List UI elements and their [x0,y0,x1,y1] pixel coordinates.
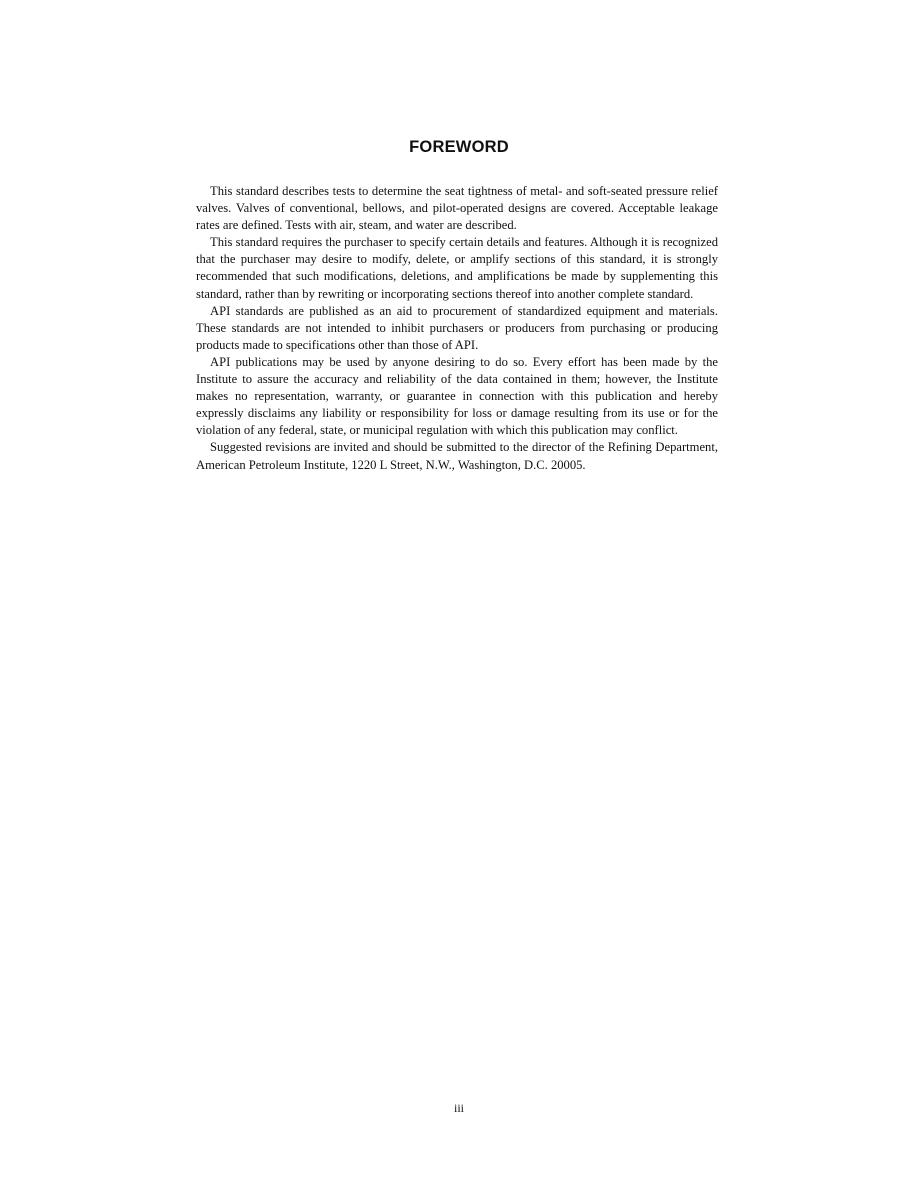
paragraph-api-standards: API standards are published as an aid to procurement of standardized equipment and materials. These standards are not intended to inhibit purchasers or producers from purchasing or producing products made to specifications other than those of API. [196,303,718,352]
foreword-body [196,183,718,474]
paragraph-purchaser-requirements: This standard requires the purchaser to specify certain details and features. Although it is recognized that the purchaser may desire to modify, delete, or amplify sections of this standard, it is strongly recommended that such modifications, deletions, and amplifications be made by supplementing this standard, rather than by rewriting or incorporating sections thereof into another complete standard. [196,235,718,301]
paragraph-suggested-revisions: Suggested revisions are invited and should be submitted to the director of the Refining Department, American Petroleum Institute, 1220 L Street, N.W., Washington, D.C. 20005. [196,440,718,472]
page-title: FOREWORD [409,138,509,156]
paragraph-scope: This standard describes tests to determine the seat tightness of metal- and soft-seated pressure relief valves. Valves of conventional, bellows, and pilot-operated designs are covered. Acceptable leakage rates are defined. Tests with air, steam, and water are described. [196,184,718,233]
paragraph-disclaimer: API publications may be used by anyone desiring to do so. Every effort has been made by the Institute to assure the accuracy and reliability of the data contained in them; however, the Institute makes no representation, warranty, or guarantee in connection with this publication and hereby expressly disclaims any liability or responsibility for loss or damage resulting from its use or for the violation of any federal, state, or municipal regulation with which this publication may conflict. [196,354,718,438]
page-number: iii [453,1101,464,1115]
